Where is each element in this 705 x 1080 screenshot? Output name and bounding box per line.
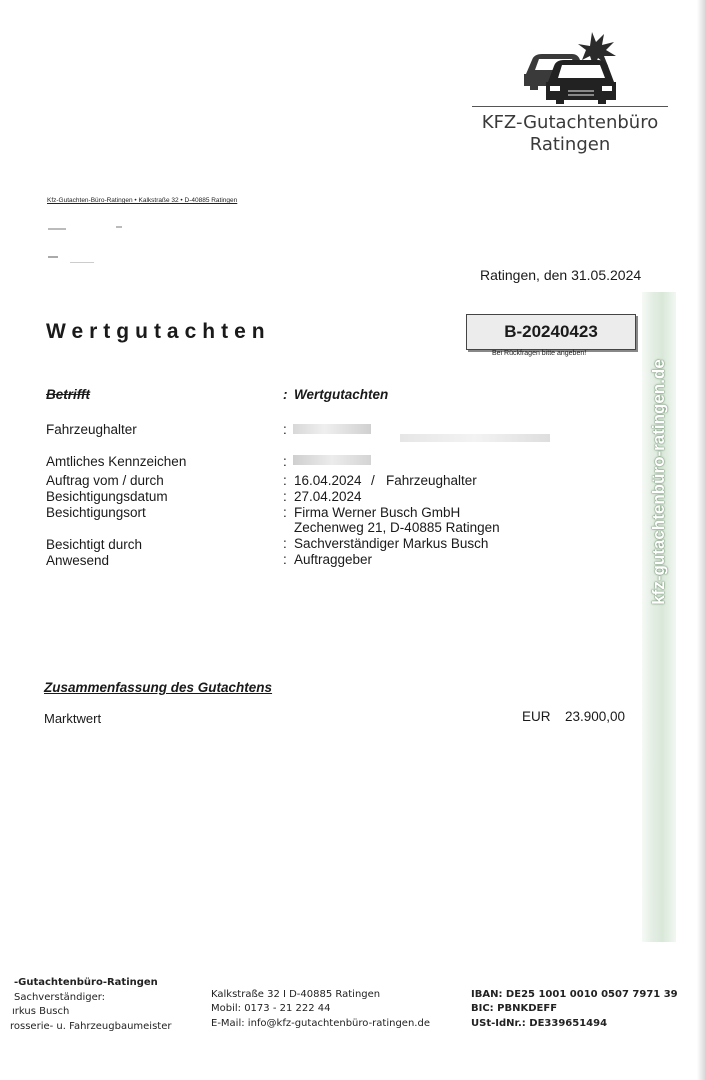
fahrzeughalter-colon: : bbox=[283, 422, 287, 437]
kennzeichen-colon: : bbox=[283, 454, 287, 469]
betrifft-value: Wertgutachten bbox=[294, 387, 389, 402]
page-edge-shadow bbox=[697, 0, 705, 1080]
auftrag-date: 16.04.2024 bbox=[294, 473, 362, 488]
auftrag-colon: : bbox=[283, 473, 287, 488]
reference-note: Bei Rückfragen bitte angeben! bbox=[492, 350, 587, 357]
redacted-fahrzeughalter bbox=[400, 434, 550, 442]
besichtigungsdatum-colon: : bbox=[283, 489, 287, 504]
footer-bic: BIC: PBNKDEFF bbox=[471, 1003, 558, 1014]
auftrag-by: Fahrzeughalter bbox=[386, 473, 477, 488]
marktwert-label: Marktwert bbox=[44, 711, 102, 726]
besichtigungsort-colon: : bbox=[283, 505, 287, 520]
footer-company: -Gutachtenbüro-Ratingen bbox=[14, 977, 158, 988]
besichtigt-colon: : bbox=[283, 536, 287, 551]
marktwert-value: 23.900,00 bbox=[565, 709, 626, 724]
footer-role: Sachverständiger: bbox=[14, 992, 106, 1003]
date-line: Ratingen, den 31.05.2024 bbox=[480, 267, 642, 283]
footer-iban: IBAN: DE25 1001 0010 0507 7971 39 bbox=[471, 989, 678, 1000]
summary-heading: Zusammenfassung des Gutachtens bbox=[44, 680, 273, 695]
marktwert-currency: EUR bbox=[522, 709, 551, 724]
besichtigungsdatum-label: Besichtigungsdatum bbox=[46, 489, 168, 504]
betrifft-label: Betrifft bbox=[46, 387, 91, 402]
redacted-address bbox=[48, 256, 58, 258]
footer-address: Kalkstraße 32 I D-40885 Ratingen bbox=[211, 989, 381, 1000]
footer-email: E-Mail: info@kfz-gutachtenbüro-ratingen.de bbox=[211, 1018, 430, 1029]
redacted-address bbox=[70, 262, 94, 263]
redacted-address bbox=[116, 226, 122, 228]
besichtigungsort-label: Besichtigungsort bbox=[46, 505, 146, 520]
besichtigt-label: Besichtigt durch bbox=[46, 537, 143, 552]
footer-mobile: Mobil: 0173 - 21 222 44 bbox=[211, 1003, 331, 1014]
anwesend-colon: : bbox=[283, 552, 287, 567]
besichtigungsdatum-value: 27.04.2024 bbox=[294, 489, 362, 504]
logo-company-name: KFZ-Gutachtenbüro bbox=[481, 112, 659, 133]
betrifft-colon: : bbox=[283, 387, 288, 402]
kennzeichen-label: Amtliches Kennzeichen bbox=[46, 454, 187, 469]
sender-line: Kfz-Gutachten-Büro-Ratingen • Kalkstraße 32 • D-40885 Ratingen bbox=[47, 197, 238, 204]
footer-person: ırkus Busch bbox=[12, 1006, 70, 1017]
logo-divider bbox=[472, 106, 668, 107]
besichtigt-value: Sachverständiger Markus Busch bbox=[294, 536, 489, 551]
redacted-fahrzeughalter bbox=[293, 424, 371, 434]
besichtigungsort-line2: Zechenweg 21, D-40885 Ratingen bbox=[294, 520, 500, 535]
anwesend-label: Anwesend bbox=[46, 553, 110, 568]
document-title: Wertgutachten bbox=[46, 320, 271, 343]
anwesend-value: Auftraggeber bbox=[294, 552, 373, 567]
footer-qualification: rosserie- u. Fahrzeugbaumeister bbox=[10, 1021, 172, 1032]
besichtigungsort-line1: Firma Werner Busch GmbH bbox=[294, 505, 461, 520]
two-cars-crash-icon bbox=[520, 28, 620, 104]
redacted-kennzeichen bbox=[293, 455, 371, 465]
redacted-address bbox=[48, 228, 66, 230]
footer-vat-id: USt-IdNr.: DE339651494 bbox=[471, 1018, 608, 1029]
auftrag-separator: / bbox=[371, 473, 375, 488]
side-banner-text bbox=[642, 292, 676, 672]
auftrag-label: Auftrag vom / durch bbox=[46, 473, 164, 488]
reference-number-box bbox=[466, 314, 636, 350]
logo-company-city: Ratingen bbox=[529, 134, 611, 155]
fahrzeughalter-label: Fahrzeughalter bbox=[46, 422, 137, 437]
reference-number: B-20240423 bbox=[504, 322, 598, 341]
side-banner-label: kfz-gutachtenbüro-ratingen.de bbox=[649, 359, 668, 605]
